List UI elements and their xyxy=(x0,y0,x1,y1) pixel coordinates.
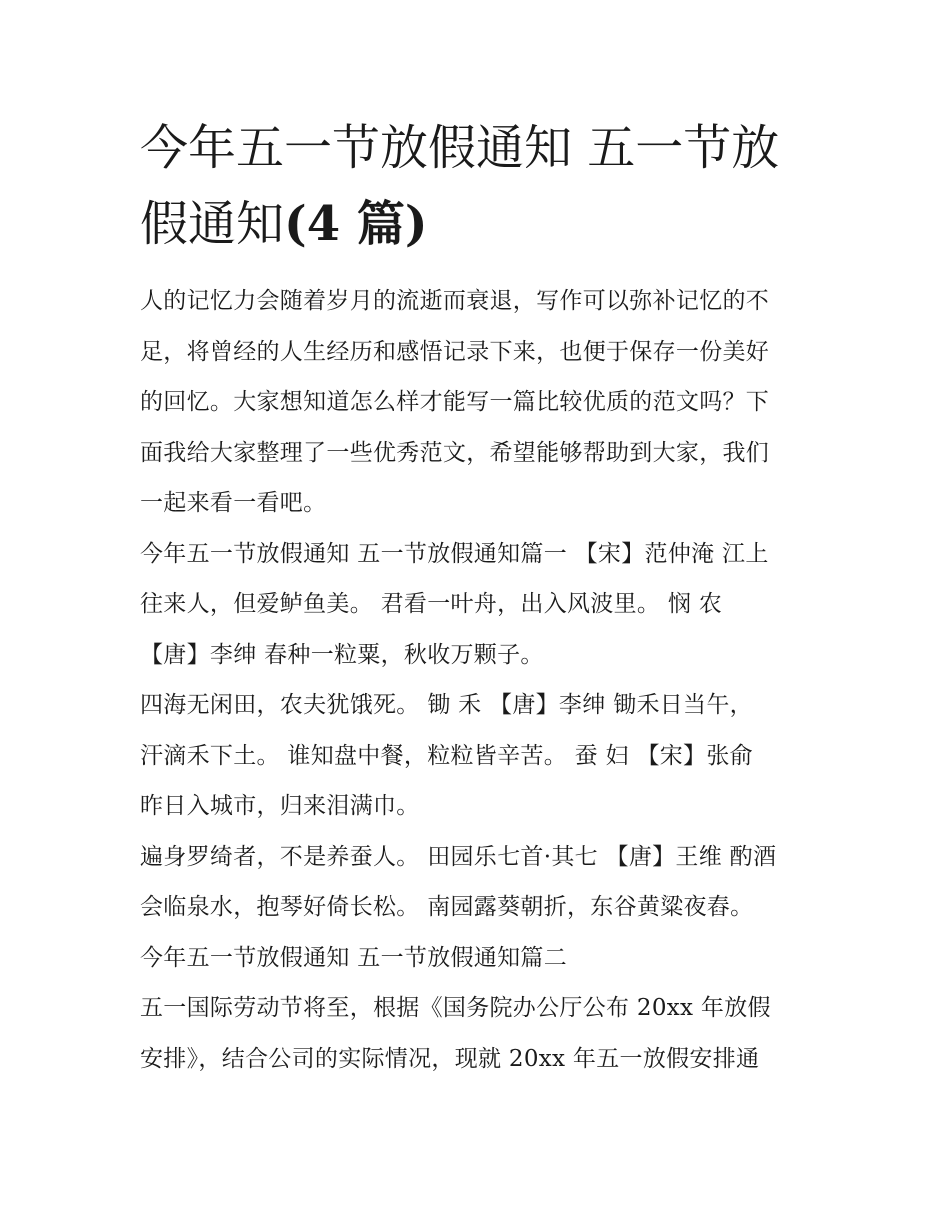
text-line: 足，将曾经的人生经历和感悟记录下来，也便于保存一份美好 xyxy=(140,338,770,365)
title-line-2-text: 假通知 xyxy=(140,196,285,252)
text-line: 五一国际劳动节将至，根据《国务院办公厅公布 20xx 年放假 xyxy=(140,995,771,1021)
poem-paragraph-3 xyxy=(140,832,820,933)
text-line: 的回忆。大家想知道怎么样才能写一篇比较优质的范文吗？下 xyxy=(140,389,770,415)
text-line: 遍身罗绮者，不是养蚕人。 田园乐七首·其七 【唐】王维 酌酒 xyxy=(140,843,777,870)
text-line: 会临泉水，抱琴好倚长松。 南园露葵朝折，东谷黄粱夜舂。 xyxy=(140,894,754,920)
text-line: 安排》，结合公司的实际情况，现就 20xx 年五一放假安排通 xyxy=(140,1045,760,1072)
document-page xyxy=(140,110,820,1084)
text-line: 今年五一节放假通知 五一节放假通知篇二 xyxy=(140,944,568,971)
text-line: 一起来看一看吧。 xyxy=(140,490,327,516)
document-title xyxy=(140,110,820,262)
intro-paragraph xyxy=(140,276,820,529)
notice-paragraph xyxy=(140,983,820,1084)
text-line: 面我给大家整理了一些优秀范文，希望能够帮助到大家，我们 xyxy=(140,439,770,466)
title-line-2 xyxy=(140,186,820,262)
text-line: 昨日入城市，归来泪满巾。 xyxy=(140,793,420,819)
text-line: 四海无闲田，农夫犹饿死。 锄 禾 【唐】李绅 锄禾日当午， xyxy=(140,692,753,718)
text-line: 往来人，但爱鲈鱼美。 君看一叶舟，出入风波里。 悯 农 xyxy=(140,591,723,617)
poem-paragraph-1 xyxy=(140,529,820,681)
text-line: 今年五一节放假通知 五一节放假通知篇一 【宋】范仲淹 江上 xyxy=(140,540,769,567)
text-line: 【唐】李绅 春种一粒粟，秋收万颗子。 xyxy=(140,641,544,668)
poem-paragraph-2 xyxy=(140,680,820,832)
section-heading-2 xyxy=(140,933,820,984)
text-line: 汗滴禾下土。 谁知盘中餐，粒粒皆辛苦。 蚕 妇 【宋】张俞 xyxy=(140,742,753,769)
text-line: 人的记忆力会随着岁月的流逝而衰退，写作可以弥补记忆的不 xyxy=(140,288,770,314)
title-count: (4 篇) xyxy=(284,196,428,252)
title-line-1: 今年五一节放假通知 五一节放 xyxy=(140,120,780,176)
